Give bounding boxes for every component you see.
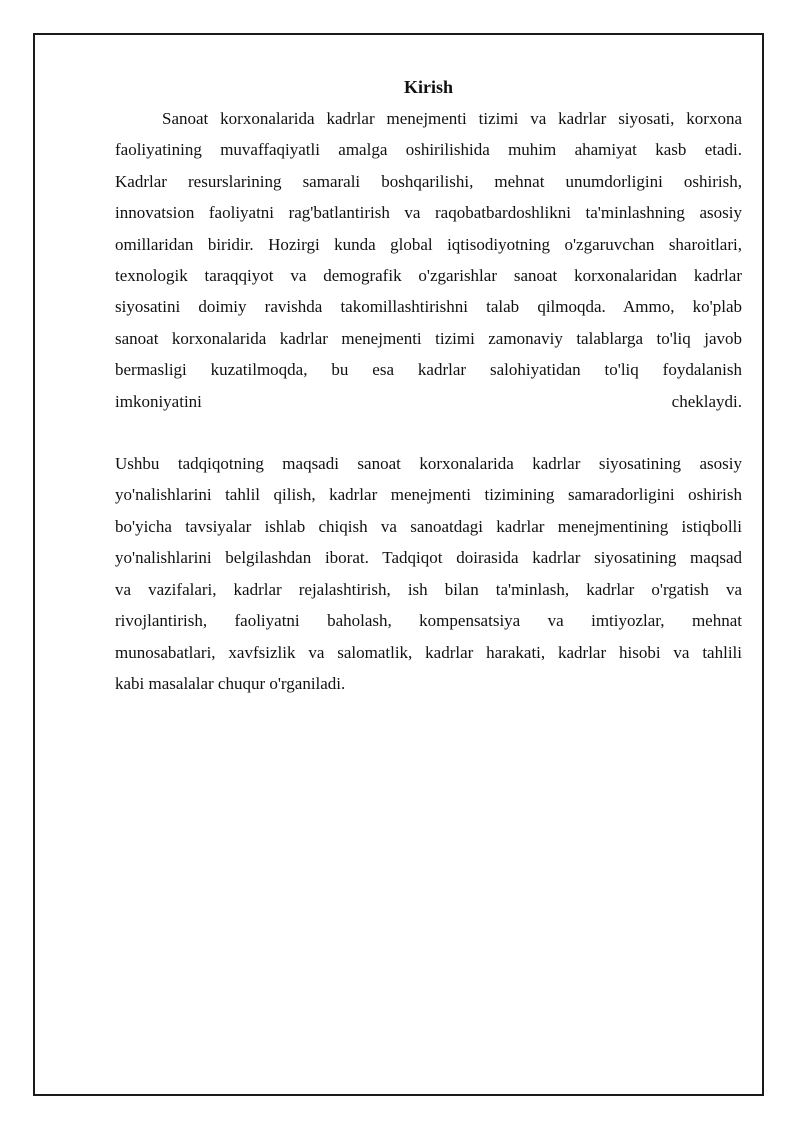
paragraph-line: bermasligi kuzatilmoqda, bu esa kadrlar salohiyatidan to'liq foydalanish [115,360,742,380]
paragraph-line: munosabatlari, xavfsizlik va salomatlik, kadrlar harakati, kadrlar hisobi va tahlili [115,642,742,662]
paragraph-last-line: kabi masalalar chuqur o'rganiladi. [115,673,346,693]
paragraph-purpose [115,448,742,699]
paragraph-last-line [115,386,742,417]
paragraph-line: faoliyatining muvaffaqiyatli amalga oshirilishida muhim ahamiyat kasb etadi. [115,140,742,160]
paragraph-introduction [115,103,742,417]
paragraph-line: Ushbu tadqiqotning maqsadi sanoat korxonalarida kadrlar siyosatining asosiy [115,454,742,474]
document-body [115,72,742,699]
paragraph-line: va vazifalari, kadrlar rejalashtirish, ish bilan ta'minlash, kadrlar o'rgatish va [115,579,742,599]
paragraph-line: omillaridan biridir. Hozirgi kunda global iqtisodiyotning o'zgaruvchan sharoitlari, [115,234,742,254]
paragraph-line: sanoat korxonalarida kadrlar menejmenti tizimi zamonaviy talablarga to'liq javob [115,328,742,348]
paragraph-line: Kadrlar resurslarining samarali boshqarilishi, mehnat unumdorligini oshirish, [115,171,742,191]
paragraph-line: siyosatini doimiy ravishda takomillashtirishni talab qilmoqda. Ammo, ko'plab [115,297,742,317]
paragraph-line: innovatsion faoliyatni rag'batlantirish va raqobatbardoshlikni ta'minlashning asosiy [115,203,742,223]
paragraph-line: bo'yicha tavsiyalar ishlab chiqish va sanoatdagi kadrlar menejmentining istiqbolli [115,516,742,536]
paragraph-line: yo'nalishlarini belgilashdan iborat. Tadqiqot doirasida kadrlar siyosatining maqsad [115,548,742,568]
paragraph-line: rivojlantirish, faoliyatni baholash, kompensatsiya va imtiyozlar, mehnat [115,611,742,631]
document-title: Kirish [403,77,453,97]
paragraph-word: cheklaydi. [671,391,742,411]
paragraph-word: imkoniyatini [115,391,202,411]
paragraph-line: texnologik taraqqiyot va demografik o'zgarishlar sanoat korxonalaridan kadrlar [115,266,742,286]
paragraph-line: yo'nalishlarini tahlil qilish, kadrlar menejmenti tizimining samaradorligini oshirish [115,485,742,505]
paragraph-line: Sanoat korxonalarida kadrlar menejmenti tizimi va kadrlar siyosati, korxona [162,109,742,128]
